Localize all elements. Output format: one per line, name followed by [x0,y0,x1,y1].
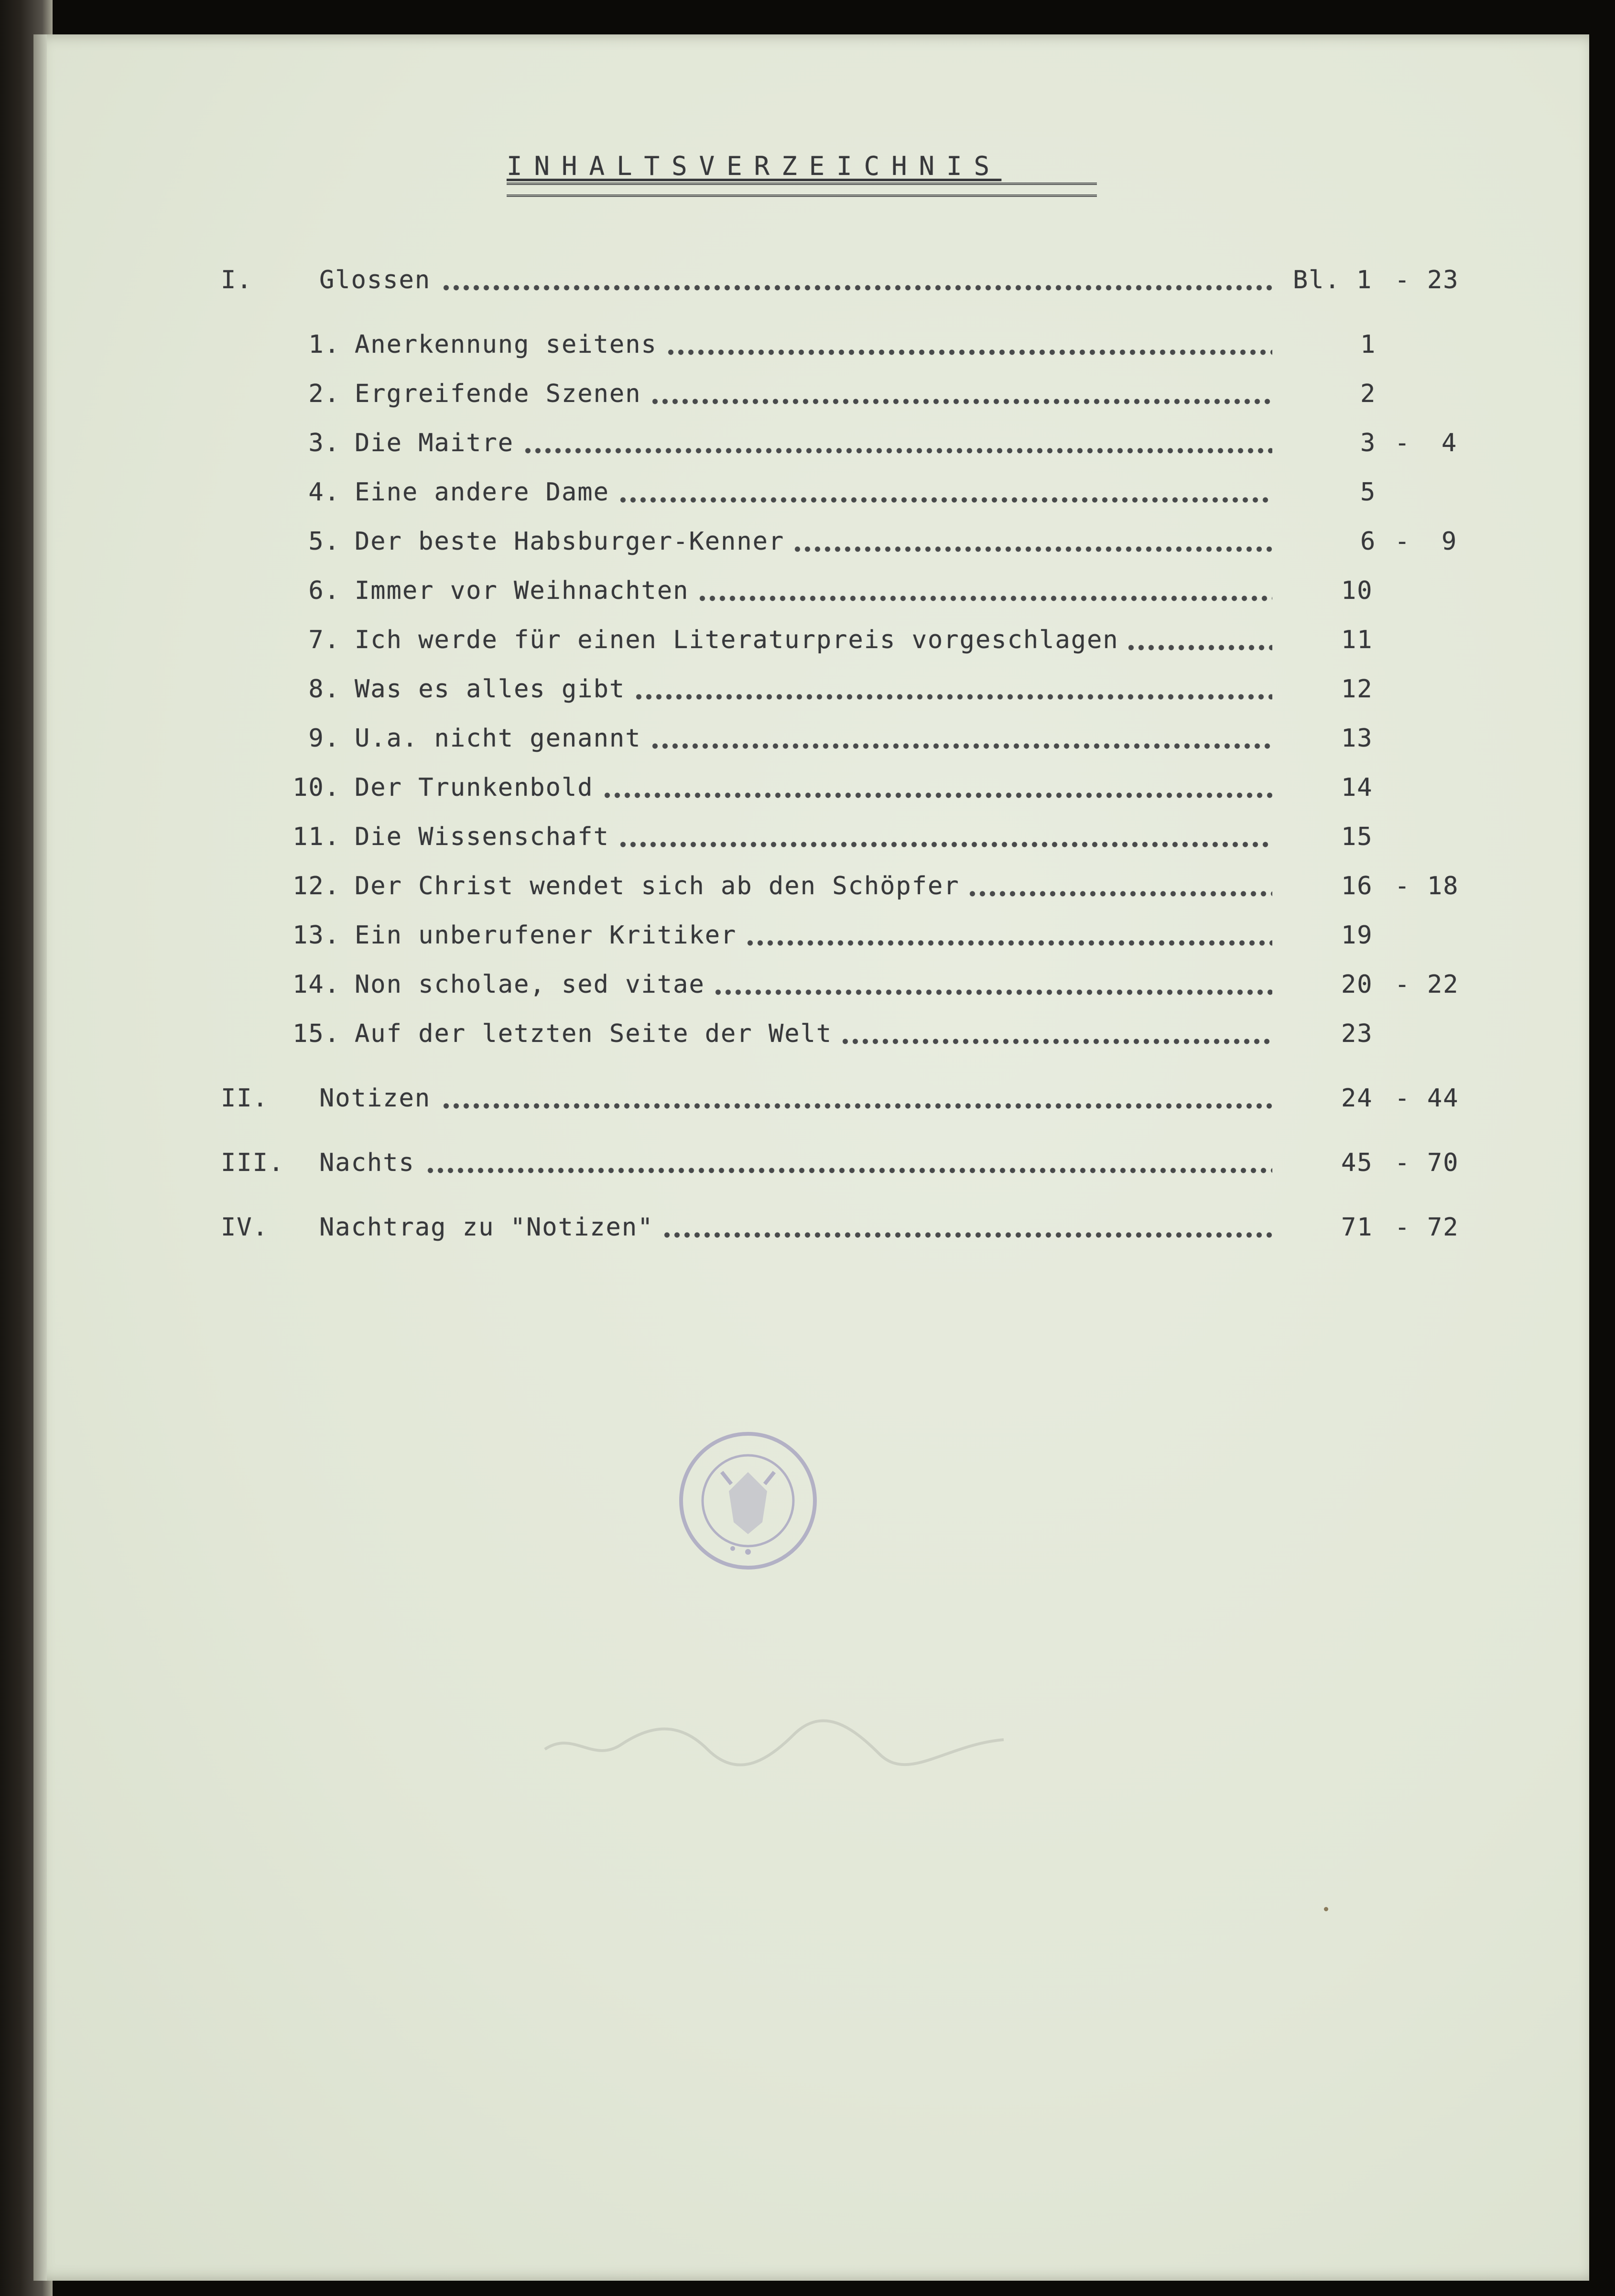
section-2-page-from: 24 [1341,1084,1373,1113]
toc-entry-7-leader [1126,645,1272,650]
toc-entry-3-title: Die Maitre [355,429,514,457]
section-3-page-from: 45 [1341,1148,1373,1177]
toc-entry-11-number: 11. [293,823,340,851]
section-1-leader [441,285,1272,291]
toc-entry-11-title: Die Wissenschaft [355,823,609,851]
section-4-page-from: 71 [1341,1213,1373,1242]
toc-entry-1-page-from: 1 [1360,330,1377,359]
toc-entry-1-number: 1. [308,330,340,359]
section-2-page-to: 44 [1427,1084,1459,1113]
toc-entry-1-title: Anerkennung seitens [355,330,657,359]
toc-entry-13-title: Ein unberufener Kritiker [355,921,737,950]
toc-entry-12-title: Der Christ wendet sich ab den Schöpfer [355,872,960,900]
toc-entry-9-page-from: 13 [1341,724,1373,753]
toc-entry-2-leader [650,399,1272,404]
section-4-title: Nachtrag zu "Notizen" [319,1213,654,1242]
section-1-page-from: 1 [1356,266,1373,294]
toc-entry-8-leader [634,694,1272,700]
section-2-numeral: II. [221,1084,269,1113]
toc-entry-3-leader [523,448,1272,454]
toc-entry-12-leader [967,891,1272,897]
toc-entry-2-number: 2. [308,379,340,408]
section-3-leader [425,1168,1272,1173]
toc-entry-7-number: 7. [308,626,340,654]
pencil-mark [535,1692,1013,1787]
section-1-page-dash: - [1395,266,1411,294]
toc-entry-5-number: 5. [308,527,340,556]
toc-entry-6-page-from: 10 [1341,576,1373,605]
toc-entry-9-leader [650,743,1272,749]
toc-entry-3-page-dash: - [1395,429,1411,457]
toc-entry-9-title: U.a. nicht genannt [355,724,641,753]
section-4-page-dash: - [1395,1213,1411,1242]
section-3-numeral: III. [221,1148,285,1177]
toc-entry-13-page-from: 19 [1341,921,1373,950]
title-double-rule [507,183,1097,197]
toc-entry-8-title: Was es alles gibt [355,675,626,704]
section-4-numeral: IV. [221,1213,269,1242]
section-4-leader [662,1232,1272,1238]
toc-entry-15-number: 15. [293,1019,340,1048]
toc-entry-3-number: 3. [308,429,340,457]
section-1-numeral: I. [221,266,253,294]
toc-entry-15-title: Auf der letzten Seite der Welt [355,1019,833,1048]
toc-entry-14-number: 14. [293,970,340,999]
toc-entry-13-leader [745,940,1272,946]
library-seal-icon [674,1427,822,1575]
toc-entry-7-title: Ich werde für einen Literaturpreis vorgeschlagen [355,626,1119,654]
section-3-page-to: 70 [1427,1148,1459,1177]
toc-entry-7-page-from: 11 [1341,626,1373,654]
section-4-page-to: 72 [1427,1213,1459,1242]
page-gutter [33,34,47,2281]
toc-entry-5-leader [792,546,1272,552]
toc-entry-9-number: 9. [308,724,340,753]
toc-entry-2-title: Ergreifende Szenen [355,379,641,408]
section-1-title: Glossen [319,266,431,294]
toc-entry-4-page-from: 5 [1360,478,1377,507]
toc-entry-10-leader [602,792,1272,798]
toc-entry-11-page-from: 15 [1341,823,1373,851]
toc-entry-6-title: Immer vor Weihnachten [355,576,689,605]
toc-entry-14-title: Non scholae, sed vitae [355,970,705,999]
toc-entry-8-page-from: 12 [1341,675,1373,704]
toc-entry-3-page-from: 3 [1360,429,1377,457]
section-3-title: Nachts [319,1148,415,1177]
toc-entry-2-page-from: 2 [1360,379,1377,408]
toc-entry-6-number: 6. [308,576,340,605]
toc-entry-5-title: Der beste Habsburger-Kenner [355,527,785,556]
toc-entry-4-title: Eine andere Dame [355,478,609,507]
paper-speck [1324,1907,1328,1911]
toc-entry-14-page-to: 22 [1427,970,1459,999]
document-title: INHALTSVERZEICHNIS [507,151,1002,181]
toc-entry-3-page-to: 4 [1442,429,1458,457]
toc-entry-6-leader [697,596,1272,601]
toc-entry-12-page-to: 18 [1427,872,1459,900]
toc-entry-12-number: 12. [293,872,340,900]
section-1-page-prefix: Bl. [1293,266,1341,294]
toc-entry-11-leader [618,842,1272,847]
toc-entry-1-leader [666,349,1272,355]
toc-entry-5-page-from: 6 [1360,527,1377,556]
toc-entry-14-page-from: 20 [1341,970,1373,999]
toc-entry-12-page-dash: - [1395,872,1411,900]
toc-entry-13-number: 13. [293,921,340,950]
section-1-page-to: 23 [1427,266,1459,294]
toc-entry-12-page-from: 16 [1341,872,1373,900]
toc-entry-10-title: Der Trunkenbold [355,773,594,802]
toc-entry-10-number: 10. [293,773,340,802]
section-2-page-dash: - [1395,1084,1411,1113]
toc-entry-8-number: 8. [308,675,340,704]
toc-entry-5-page-to: 9 [1442,527,1458,556]
toc-entry-15-leader [840,1039,1272,1044]
toc-entry-10-page-from: 14 [1341,773,1373,802]
section-2-leader [441,1103,1272,1109]
toc-entry-5-page-dash: - [1395,527,1411,556]
section-2-title: Notizen [319,1084,431,1113]
toc-entry-15-page-from: 23 [1341,1019,1373,1048]
toc-entry-4-leader [618,497,1272,503]
toc-entry-4-number: 4. [308,478,340,507]
section-3-page-dash: - [1395,1148,1411,1177]
toc-entry-14-leader [713,989,1272,995]
toc-entry-14-page-dash: - [1395,970,1411,999]
